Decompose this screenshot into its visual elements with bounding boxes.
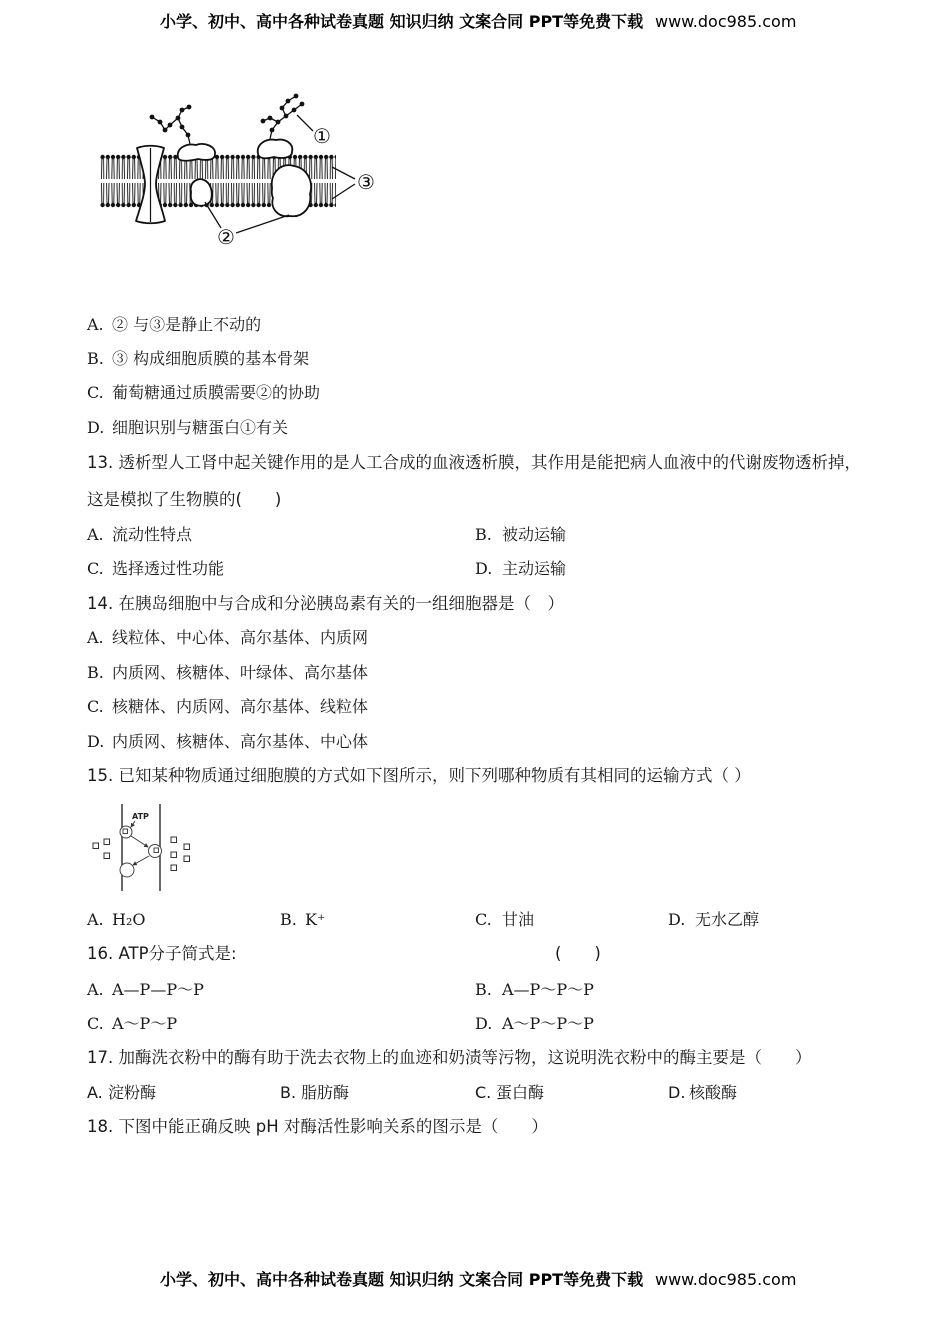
option-letter: C. [87, 697, 104, 716]
option-text: ③ 构成细胞质膜的基本骨架 [112, 349, 310, 368]
option-letter: A. [87, 525, 104, 544]
option-letter: D. [87, 732, 105, 751]
option-text: 淀粉酶 [108, 1083, 157, 1102]
q15-stem: 15. 已知某种物质通过细胞膜的方式如下图所示，则下列哪种物质有其相同的运输方式（ ） [87, 766, 751, 785]
option-letter: D. [475, 1014, 493, 1033]
option-text: 核糖体、内质网、高尔基体、线粒体 [112, 697, 369, 716]
label-1: ① [313, 124, 331, 148]
footer-text: 小学、初中、高中各种试卷真题 知识归纳 文案合同 PPT等免费下载 [160, 1270, 644, 1289]
option-text: 甘油 [502, 910, 535, 929]
option-text: 葡萄糖通过质膜需要②的协助 [112, 383, 321, 402]
option-letter: D. [668, 1083, 686, 1102]
option-letter: A. [87, 910, 104, 929]
option-text: 被动运输 [502, 525, 567, 544]
transport-arrow [131, 836, 148, 847]
option-text: 蛋白酶 [496, 1083, 545, 1102]
option-text: 脂肪酶 [301, 1083, 350, 1102]
option-letter: D. [87, 418, 105, 437]
atp-arrow [131, 821, 135, 827]
label-2-leader [236, 215, 289, 233]
option-text: 内质网、核糖体、高尔基体、中心体 [112, 732, 369, 751]
footer-url: www.doc985.com [655, 1270, 797, 1289]
option-letter: A. [87, 1083, 103, 1102]
option-letter: C. [87, 383, 104, 402]
option-text: 细胞识别与糖蛋白①有关 [112, 418, 289, 437]
option-letter: B. [280, 910, 297, 929]
transmembrane-protein [272, 165, 311, 216]
option-text: K⁺ [305, 910, 326, 929]
molecules-inside [171, 837, 190, 871]
option-letter: B. [280, 1083, 297, 1102]
option-text: A—P—P～P [112, 980, 204, 999]
option-text: A～P～P～P [502, 1014, 594, 1033]
peripheral-protein [178, 144, 215, 161]
q16-answer-blank: ( ) [555, 944, 601, 963]
option-letter: B. [475, 525, 492, 544]
q13-stem-line-1: 13. 透析型人工肾中起关键作用的是人工合成的血液透析膜，其作用是能把病人血液中的代谢废物透析掉， [87, 453, 861, 472]
option-text: 选择透过性功能 [112, 559, 225, 578]
option-letter: C. [475, 1083, 492, 1102]
header-text: 小学、初中、高中各种试卷真题 知识归纳 文案合同 PPT等免费下载 [160, 12, 644, 31]
option-text: 核酸酶 [689, 1083, 738, 1102]
q18-stem: 18. 下图中能正确反映 pH 对酶活性影响关系的图示是（ ） [87, 1117, 548, 1136]
glycoprotein-sugar-chain [150, 105, 192, 144]
option-letter: C. [87, 1014, 104, 1033]
option-text: 无水乙醇 [695, 910, 760, 929]
surface-protein [258, 140, 293, 159]
label-3: ③ [357, 170, 375, 194]
label-1-leader [297, 115, 313, 131]
option-letter: D. [668, 910, 686, 929]
atp-label: ATP [132, 812, 149, 821]
option-text: H₂O [112, 910, 146, 929]
option-text: ② 与③是静止不动的 [112, 315, 262, 334]
label-2: ② [217, 225, 235, 249]
option-letter: C. [475, 910, 492, 929]
option-text: 内质网、核糖体、叶绿体、高尔基体 [112, 663, 369, 682]
transport-arrow [133, 856, 149, 865]
option-text: A～P～P [112, 1014, 178, 1033]
option-letter: C. [87, 559, 104, 578]
q13-stem-line-2: 这是模拟了生物膜的( ) [87, 490, 282, 509]
q17-stem: 17. 加酶洗衣粉中的酶有助于洗去衣物上的血迹和奶渍等污物，这说明洗衣粉中的酶主要是（ ） [87, 1048, 812, 1067]
q14-stem: 14. 在胰岛细胞中与合成和分泌胰岛素有关的一组细胞器是（ ） [87, 594, 564, 613]
option-letter: B. [87, 349, 104, 368]
option-text: A—P～P～P [502, 980, 594, 999]
option-letter: B. [475, 980, 492, 999]
option-letter: A. [87, 628, 104, 647]
q16-stem: 16. ATP分子简式是: [87, 944, 237, 963]
cell-membrane-figure [90, 88, 390, 253]
page-footer [160, 1270, 643, 1290]
embedded-protein [191, 179, 212, 206]
active-transport-figure [85, 800, 200, 895]
molecules-outside [93, 839, 110, 859]
option-letter: D. [475, 559, 493, 578]
option-letter: A. [87, 315, 104, 334]
option-text: 线粒体、中心体、高尔基体、内质网 [112, 628, 369, 647]
page-header [160, 12, 643, 32]
option-letter: B. [87, 663, 104, 682]
option-letter: A. [87, 980, 104, 999]
header-url: www.doc985.com [655, 12, 797, 31]
option-text: 主动运输 [502, 559, 567, 578]
option-text: 流动性特点 [112, 525, 193, 544]
